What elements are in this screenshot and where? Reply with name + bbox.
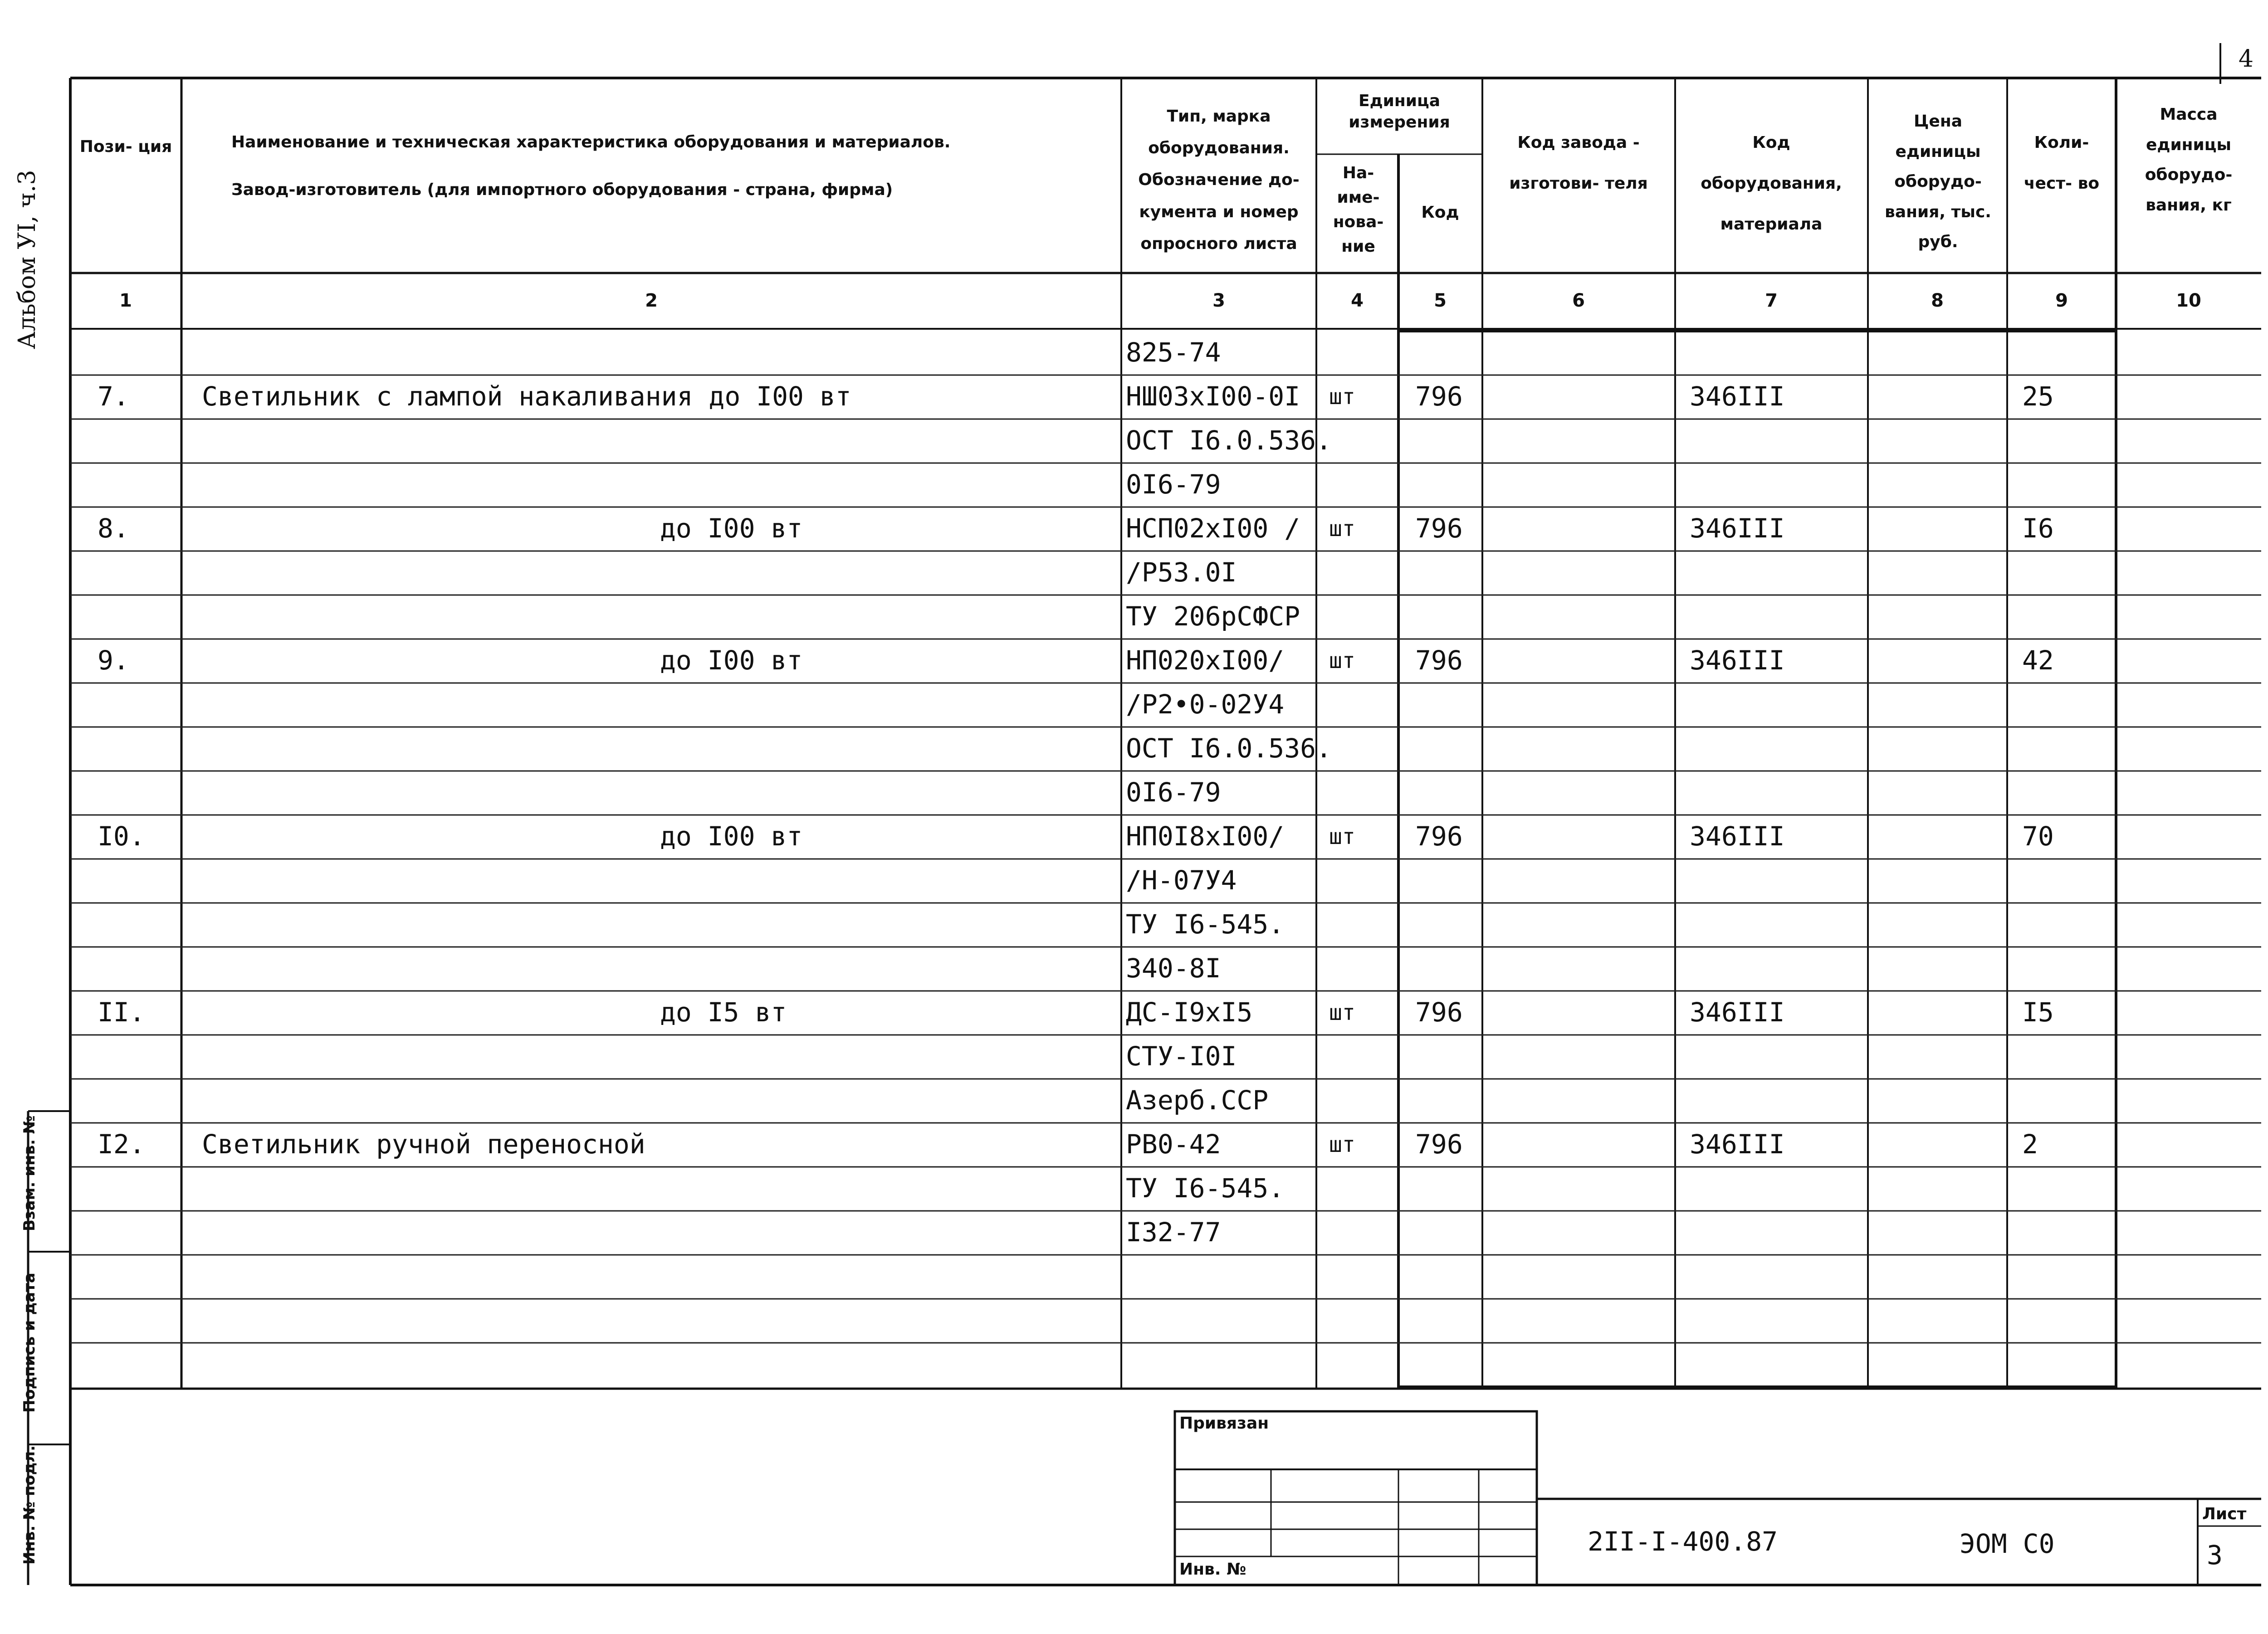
inv-no-label: Инв. №	[1179, 1560, 1246, 1579]
table-row	[0, 727, 2268, 771]
row-item-name: до I00 вт	[660, 513, 803, 544]
header-unit-code: Код	[1421, 203, 1459, 222]
album-label: Альбом УI, ч.3	[14, 170, 41, 349]
row-type-mark: СТУ-I0I	[1126, 1041, 1237, 1072]
row-type-mark: ТУ I6-545.	[1126, 909, 1285, 940]
row-equipment-code: 346III	[1690, 997, 1785, 1028]
row-item-name: Светильник ручной переносной	[202, 1129, 645, 1160]
table-row	[0, 331, 2268, 375]
table-row	[0, 947, 2268, 991]
row-equipment-code: 346III	[1690, 821, 1785, 852]
document-code: 2II-I-400.87	[1588, 1526, 1778, 1557]
row-position: 7.	[98, 381, 129, 412]
table-row	[0, 551, 2268, 595]
row-type-mark: ОСТ I6.0.536.	[1126, 733, 1332, 764]
row-item-name: до I00 вт	[660, 645, 803, 676]
table-row	[0, 771, 2268, 815]
column-number: 6	[1572, 290, 1585, 311]
row-unit-code: 796	[1415, 645, 1463, 676]
table-row	[0, 1343, 2268, 1387]
inv-podl-label: Инв. № подл.	[20, 1445, 39, 1565]
row-item-name: до I00 вт	[660, 821, 803, 852]
row-type-mark: НП020хI00/	[1126, 645, 1285, 676]
table-row	[0, 595, 2268, 639]
row-position: 9.	[98, 645, 129, 676]
row-unit-name: шт	[1329, 384, 1355, 410]
row-type-mark: ОСТ I6.0.536.	[1126, 425, 1332, 456]
header-factory-code: Код завода - изготови- теля	[1509, 133, 1648, 193]
table-row	[0, 903, 2268, 947]
header-position: Пози- ция	[79, 137, 172, 156]
table-row	[0, 815, 2268, 859]
column-number: 2	[645, 290, 658, 311]
row-unit-code: 796	[1415, 997, 1463, 1028]
table-row	[0, 859, 2268, 903]
column-number: 7	[1765, 290, 1778, 311]
sheet-number: 3	[2207, 1540, 2223, 1571]
row-position: I2.	[98, 1129, 145, 1160]
row-position: I0.	[98, 821, 145, 852]
row-unit-name: шт	[1329, 648, 1355, 673]
table-row	[0, 1211, 2268, 1255]
table-row	[0, 419, 2268, 463]
row-equipment-code: 346III	[1690, 645, 1785, 676]
header-name-line2: Завод-изготовитель (для импортного оборудования - страна, фирма)	[231, 180, 893, 199]
table-row	[0, 507, 2268, 551]
row-type-mark: НСП02хI00 /	[1126, 513, 1300, 544]
row-unit-code: 796	[1415, 1129, 1463, 1160]
row-unit-code: 796	[1415, 381, 1463, 412]
page-number: 4	[2239, 45, 2254, 73]
row-equipment-code: 346III	[1690, 381, 1785, 412]
row-unit-code: 796	[1415, 821, 1463, 852]
privyazan-label: Привязан	[1179, 1414, 1269, 1433]
row-unit-name: шт	[1329, 516, 1355, 541]
table-row	[0, 463, 2268, 507]
row-type-mark: I32-77	[1126, 1217, 1221, 1248]
podpis-data-label: Подпись и дата	[20, 1273, 39, 1413]
header-unit-group: Единица измерения	[1349, 92, 1450, 132]
column-number: 10	[2176, 290, 2201, 311]
table-row	[0, 1079, 2268, 1123]
column-number: 9	[2055, 290, 2068, 311]
table-row	[0, 639, 2268, 683]
table-row	[0, 1299, 2268, 1343]
column-number: 1	[119, 290, 132, 311]
row-unit-name: шт	[1329, 1000, 1355, 1025]
row-unit-name: шт	[1329, 824, 1355, 849]
row-type-mark: /Р53.0I	[1126, 557, 1237, 588]
header-unit-mass: Масса единицы оборудо- вания, кг	[2145, 105, 2233, 215]
header-name-line1: Наименование и техническая характеристика оборудования и материалов.	[231, 133, 951, 151]
row-type-mark: ТУ I6-545.	[1126, 1173, 1285, 1204]
header-type: Тип, марка оборудования. Обозначение до- кумента и номер опросного листа	[1138, 107, 1300, 253]
table-row	[0, 991, 2268, 1035]
row-quantity: 25	[2022, 381, 2054, 412]
row-quantity: 70	[2022, 821, 2054, 852]
column-number: 5	[1434, 290, 1447, 311]
row-equipment-code: 346III	[1690, 513, 1785, 544]
row-position: II.	[98, 997, 145, 1028]
row-item-name: до I5 вт	[660, 997, 787, 1028]
table-row	[0, 1035, 2268, 1079]
row-quantity: I6	[2022, 513, 2054, 544]
row-type-mark: 0I6-79	[1126, 469, 1221, 500]
vzam-inv-label: Взам. инв. №	[20, 1115, 39, 1231]
row-unit-name: шт	[1329, 1132, 1355, 1157]
row-type-mark: 825-74	[1126, 337, 1221, 368]
table-row	[0, 375, 2268, 419]
table-row	[0, 1167, 2268, 1211]
row-type-mark: РВ0-42	[1126, 1129, 1221, 1160]
row-type-mark: НП0I8хI00/	[1126, 821, 1285, 852]
row-type-mark: 0I6-79	[1126, 777, 1221, 808]
table-row	[0, 1123, 2268, 1167]
row-type-mark: 340-8I	[1126, 953, 1221, 984]
header-equipment-code: Код оборудования, материала	[1701, 133, 1842, 234]
row-unit-code: 796	[1415, 513, 1463, 544]
row-item-name: Светильник с лампой накаливания до I00 вт	[202, 381, 851, 412]
row-type-mark: /Р2•0-02У4	[1126, 689, 1285, 720]
header-unit-name: На- име- нова- ние	[1333, 164, 1384, 256]
column-number: 3	[1212, 290, 1225, 311]
header-quantity: Коли- чест- во	[2024, 133, 2100, 193]
header-unit-price: Цена единицы оборудо- вания, тыс. руб.	[1885, 112, 1991, 252]
sheet-label: Лист	[2202, 1505, 2247, 1523]
row-quantity: I5	[2022, 997, 2054, 1028]
row-type-mark: Азерб.ССР	[1126, 1085, 1269, 1116]
row-position: 8.	[98, 513, 129, 544]
row-equipment-code: 346III	[1690, 1129, 1785, 1160]
table-row	[0, 1255, 2268, 1299]
row-type-mark: НШ03хI00-0I	[1126, 381, 1300, 412]
row-quantity: 42	[2022, 645, 2054, 676]
row-type-mark: ДС-I9хI5	[1126, 997, 1253, 1028]
table-row	[0, 683, 2268, 727]
row-type-mark: /Н-07У4	[1126, 865, 1237, 896]
column-number: 8	[1931, 290, 1944, 311]
row-quantity: 2	[2022, 1129, 2038, 1160]
column-number: 4	[1351, 290, 1364, 311]
row-type-mark: ТУ 206рСФСР	[1126, 601, 1300, 632]
document-mark: ЭОМ С0	[1960, 1528, 2055, 1559]
